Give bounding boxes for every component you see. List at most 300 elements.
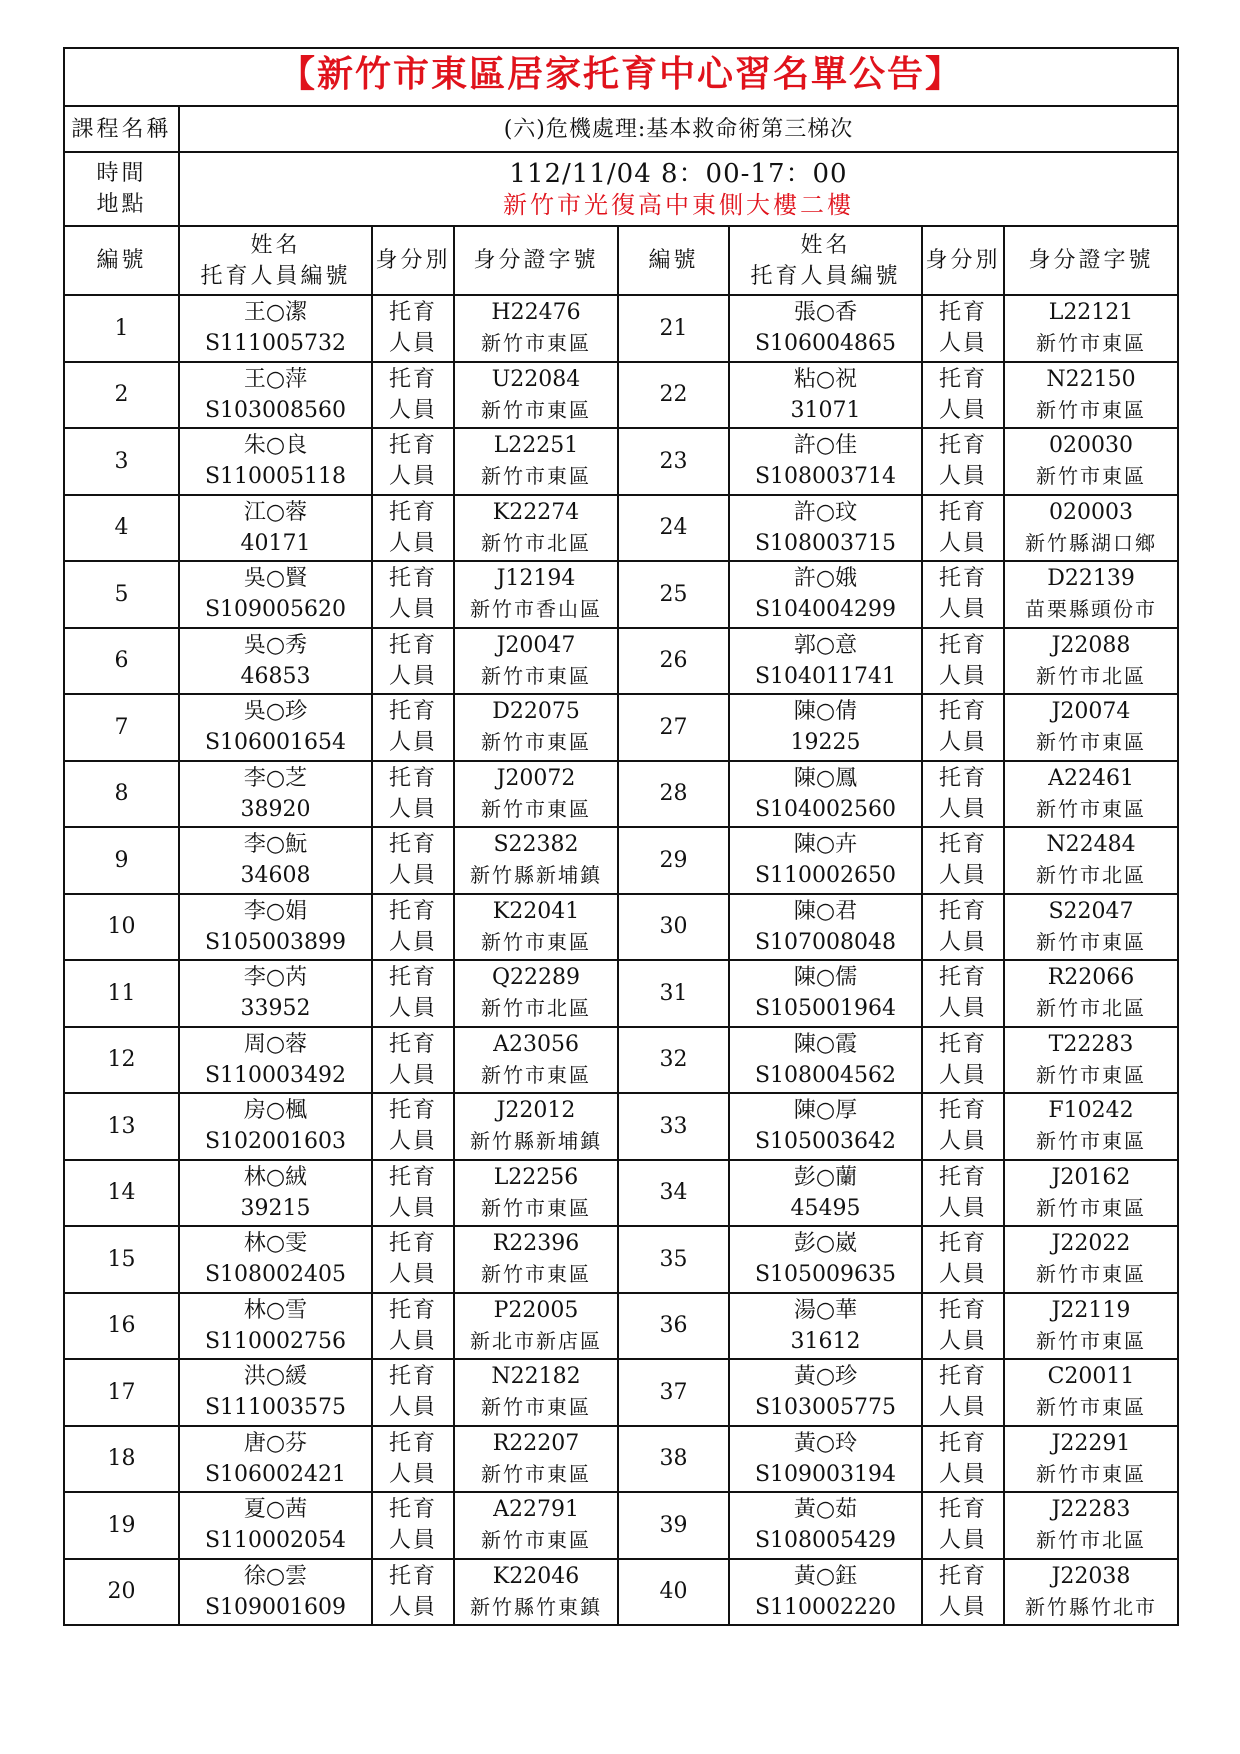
entry-name: 黃○鈺 [793,1563,858,1589]
entry-id: A22791 [493,1497,579,1523]
entry-id-cell [454,495,618,562]
header-name-line2: 托育人員編號 [750,263,901,289]
entry-code: S105003642 [754,1129,897,1155]
header-id: 身分證字號 [454,226,618,295]
entry-area: 新竹市東區 [481,663,591,688]
entry-name-cell [179,1426,372,1493]
entry-id: S22382 [493,832,579,858]
entry-id: J22283 [1051,1497,1131,1523]
entry-name-cell [729,1293,922,1360]
entry-id-cell [1004,827,1178,894]
entry-id-cell [1004,894,1178,961]
entry-status-line2: 人員 [388,1528,437,1554]
entry-name: 張○香 [793,300,858,326]
entry-name: 許○玟 [793,499,858,525]
entry-id: 020030 [1049,433,1133,459]
entry-status-line1: 托育 [938,632,987,658]
entry-status-cell [372,561,454,628]
entry-status-line2: 人員 [388,1594,437,1620]
entry-status-line1: 托育 [938,898,987,924]
entry-number: 32 [618,1027,729,1094]
entry-status-cell [372,761,454,828]
entry-area: 新竹市東區 [481,1395,591,1420]
table-row [64,1359,1178,1426]
entry-status-cell [372,428,454,495]
entry-id-cell [1004,1359,1178,1426]
entry-name: 陳○儒 [793,965,858,991]
entry-id-cell [1004,628,1178,695]
entry-name: 黃○玲 [793,1430,858,1456]
entry-code: S110002756 [204,1328,347,1354]
entry-status-line2: 人員 [388,464,437,490]
entry-id: K22274 [492,499,580,525]
entry-name-cell [179,1293,372,1360]
entry-id: J20072 [496,765,576,791]
entry-id-cell [1004,1492,1178,1559]
entry-number: 12 [64,1027,179,1094]
entry-number: 27 [618,694,729,761]
entry-code: S106004865 [754,331,897,357]
entry-id-cell [454,1093,618,1160]
entry-name-cell [179,1559,372,1626]
entry-id: K22041 [492,898,580,924]
entry-status-line1: 托育 [938,1430,987,1456]
entry-code: 39215 [240,1195,311,1221]
entry-name-cell [729,761,922,828]
entry-area: 新竹市香山區 [470,597,602,622]
entry-status-line1: 托育 [938,433,987,459]
entry-status-line1: 托育 [938,1364,987,1390]
table-row [64,894,1178,961]
header-status: 身分別 [922,226,1004,295]
entry-status-line1: 托育 [388,499,437,525]
entry-id-cell [454,894,618,961]
entry-name: 郭○意 [793,632,858,658]
entry-id: T22283 [1048,1031,1134,1057]
entry-id: J22038 [1051,1563,1131,1589]
table-row [64,1093,1178,1160]
entry-name: 黃○茹 [793,1497,858,1523]
entry-name: 陳○倩 [793,699,858,725]
entry-id-cell [454,1359,618,1426]
entry-id-cell [454,1226,618,1293]
entry-status-line2: 人員 [938,929,987,955]
schedule-label [64,152,179,226]
entry-status-line2: 人員 [388,597,437,623]
entry-area: 新竹市北區 [1036,863,1146,888]
table-row [64,1027,1178,1094]
entry-status-cell [922,295,1004,362]
entry-id: D22075 [492,699,580,725]
entry-name: 陳○卉 [793,832,858,858]
entry-code: S109005620 [204,597,347,623]
entry-status-line1: 托育 [388,566,437,592]
entry-area: 新竹市東區 [481,464,591,489]
entry-id: L22121 [1048,300,1134,326]
entry-status-line1: 托育 [388,1164,437,1190]
entry-status-line1: 托育 [388,632,437,658]
entry-name-cell [729,1426,922,1493]
entry-status-line2: 人員 [388,730,437,756]
entry-area: 新竹市北區 [481,530,591,555]
entry-number: 4 [64,495,179,562]
entry-status-line1: 托育 [388,433,437,459]
entry-area: 新竹市東區 [1036,1262,1146,1287]
entry-area: 新竹市東區 [1036,1062,1146,1087]
entry-name-cell [729,1559,922,1626]
roster-table [63,47,1179,1626]
entry-code: S106002421 [204,1461,347,1487]
entry-id-cell [1004,761,1178,828]
course-value: (六)危機處理:基本救命術第三梯次 [179,106,1178,152]
entry-number: 16 [64,1293,179,1360]
entry-name: 江○蓉 [243,499,308,525]
entry-status-cell [922,1027,1004,1094]
entry-id: J22291 [1051,1430,1131,1456]
entry-status-cell [922,1359,1004,1426]
entry-status-line1: 托育 [938,1098,987,1124]
entry-code: 31612 [790,1328,861,1354]
entry-status-line2: 人員 [388,1395,437,1421]
entry-status-line2: 人員 [938,1129,987,1155]
entry-area: 新竹市東區 [481,1062,591,1087]
entry-number: 38 [618,1426,729,1493]
time-label: 時間 [96,161,147,186]
course-label: 課程名稱 [64,106,179,152]
entry-status-line1: 托育 [938,566,987,592]
entry-name-cell [729,495,922,562]
entry-area: 新竹市東區 [481,1461,591,1486]
entry-name: 李○娟 [243,898,308,924]
table-row [64,428,1178,495]
entry-status-line2: 人員 [938,597,987,623]
entry-status-cell [372,1027,454,1094]
entry-name-cell [179,561,372,628]
entry-id: A23056 [493,1031,579,1057]
entry-id: J20047 [496,632,576,658]
entry-number: 36 [618,1293,729,1360]
entry-name-cell [729,827,922,894]
entry-name: 房○楓 [243,1098,308,1124]
entry-name: 唐○芬 [243,1430,308,1456]
entry-code: 31071 [790,397,861,423]
time-value: 112/11/04 8：00-17：00 [509,158,848,189]
entry-status-line2: 人員 [938,331,987,357]
entry-id-cell [1004,1027,1178,1094]
entry-status-line2: 人員 [938,1461,987,1487]
entry-status-line2: 人員 [938,530,987,556]
entry-id: J22119 [1051,1297,1131,1323]
entry-name: 朱○良 [243,433,308,459]
entry-status-line2: 人員 [388,1262,437,1288]
entry-name-cell [179,362,372,429]
entry-status-line1: 托育 [388,1297,437,1323]
entry-number: 25 [618,561,729,628]
entry-status-cell [372,295,454,362]
table-row [64,1226,1178,1293]
entry-status-line1: 托育 [938,965,987,991]
entry-code: S105001964 [754,996,897,1022]
entry-name: 黃○珍 [793,1364,858,1390]
entry-id: J22088 [1051,632,1131,658]
entry-number: 14 [64,1160,179,1227]
entry-status-line1: 托育 [388,1098,437,1124]
entry-area: 新竹市東區 [1036,1129,1146,1154]
entry-status-line2: 人員 [388,1062,437,1088]
schedule-row [64,152,1178,226]
entry-status-line2: 人員 [938,1195,987,1221]
entry-name: 王○潔 [243,300,308,326]
entry-status-cell [922,1559,1004,1626]
entry-status-cell [372,894,454,961]
entry-name-cell [179,960,372,1027]
entry-name-cell [729,1359,922,1426]
entry-status-line1: 托育 [388,1364,437,1390]
entry-id: N22484 [1046,832,1136,858]
entry-area: 新竹市東區 [481,796,591,821]
table-row [64,1559,1178,1626]
entry-id-cell [454,561,618,628]
entry-status-line2: 人員 [938,996,987,1022]
entry-status-line1: 托育 [938,765,987,791]
entry-code: S108002405 [204,1262,347,1288]
entry-id-cell [1004,495,1178,562]
entry-number: 37 [618,1359,729,1426]
entry-id-cell [454,827,618,894]
entry-code: S108003714 [754,464,897,490]
entry-area: 新竹市北區 [481,996,591,1021]
entry-name-cell [729,561,922,628]
entry-status-cell [372,827,454,894]
table-row [64,1293,1178,1360]
entry-name-cell [179,428,372,495]
entry-id-cell [1004,1160,1178,1227]
entry-area: 新竹縣竹東鎮 [470,1594,602,1619]
entry-number: 29 [618,827,729,894]
entry-name: 李○芮 [243,965,308,991]
entry-id-cell [1004,1426,1178,1493]
entry-area: 新竹市東區 [1036,464,1146,489]
column-header-row [64,226,1178,295]
entry-status-line1: 托育 [388,965,437,991]
entry-status-line1: 托育 [938,1563,987,1589]
entry-status-line2: 人員 [938,663,987,689]
entry-code: S104004299 [754,597,897,623]
entry-name-cell [179,1226,372,1293]
entry-number: 5 [64,561,179,628]
entry-name-cell [729,1160,922,1227]
entry-code: S103008560 [204,397,347,423]
entry-status-line2: 人員 [938,730,987,756]
course-row [64,106,1178,152]
entry-status-cell [372,1359,454,1426]
entry-number: 40 [618,1559,729,1626]
entry-name-cell [179,1093,372,1160]
entry-status-cell [372,1559,454,1626]
entry-status-line1: 托育 [938,1231,987,1257]
entry-number: 11 [64,960,179,1027]
entry-name-cell [179,628,372,695]
entry-name: 吳○賢 [243,566,308,592]
entry-id: J12194 [496,566,576,592]
entry-id: R22207 [492,1430,580,1456]
entry-status-cell [372,694,454,761]
entry-name-cell [729,628,922,695]
entry-area: 新竹市東區 [1036,1461,1146,1486]
entry-status-line1: 托育 [938,300,987,326]
header-name [179,226,372,295]
entry-name: 彭○蘭 [793,1164,858,1190]
entry-number: 24 [618,495,729,562]
entry-id: J20162 [1051,1164,1131,1190]
entry-id: Q22289 [491,965,581,991]
entry-status-line1: 托育 [388,1231,437,1257]
entry-area: 新竹市東區 [481,331,591,356]
entry-name: 陳○鳳 [793,765,858,791]
entry-code: S103005775 [754,1395,897,1421]
entry-number: 6 [64,628,179,695]
entry-name: 陳○君 [793,898,858,924]
header-name-line2: 托育人員編號 [200,263,351,289]
entry-number: 17 [64,1359,179,1426]
entry-status-line1: 托育 [388,1031,437,1057]
entry-id-cell [454,628,618,695]
entry-status-line1: 托育 [388,366,437,392]
entry-id: R22066 [1047,965,1135,991]
entry-status-line2: 人員 [388,929,437,955]
header-id: 身分證字號 [1004,226,1178,295]
table-row [64,694,1178,761]
entry-code: S105009635 [754,1262,897,1288]
entry-id-cell [454,761,618,828]
entry-status-line1: 托育 [938,499,987,525]
entry-status-line2: 人員 [938,1528,987,1554]
entry-status-line1: 托育 [388,699,437,725]
entry-code: 46853 [240,663,311,689]
entry-status-cell [922,1160,1004,1227]
entry-area: 新竹縣新埔鎮 [470,1129,602,1154]
entry-status-line2: 人員 [388,530,437,556]
entry-status-line1: 托育 [938,1497,987,1523]
entry-status-line2: 人員 [388,863,437,889]
entry-number: 21 [618,295,729,362]
entry-status-cell [372,628,454,695]
entry-id-cell [454,1559,618,1626]
entry-code: S108005429 [754,1528,897,1554]
header-number: 編號 [618,226,729,295]
entry-status-line1: 托育 [388,765,437,791]
entry-code: S110002650 [754,863,897,889]
entry-code: S109003194 [754,1461,897,1487]
entry-area: 新竹市東區 [1036,1195,1146,1220]
entry-area: 新竹市東區 [1036,929,1146,954]
entry-status-line1: 托育 [938,832,987,858]
entry-number: 28 [618,761,729,828]
entry-name: 陳○厚 [793,1098,858,1124]
entry-name: 粘○祝 [793,366,858,392]
entry-area: 新竹縣竹北市 [1025,1594,1157,1619]
entry-status-cell [372,495,454,562]
entry-area: 新竹市東區 [1036,1328,1146,1353]
entry-status-line2: 人員 [938,1062,987,1088]
entry-number: 33 [618,1093,729,1160]
entry-id-cell [454,1027,618,1094]
schedule-value [179,152,1178,226]
entry-number: 23 [618,428,729,495]
entry-name-cell [729,295,922,362]
entry-area: 新竹市北區 [1036,1528,1146,1553]
entry-id-cell [1004,1226,1178,1293]
entry-name-cell [179,1492,372,1559]
table-row [64,827,1178,894]
entry-id: R22396 [492,1231,580,1257]
entry-code: S107008048 [754,929,897,955]
entry-name: 彭○崴 [793,1231,858,1257]
entry-number: 2 [64,362,179,429]
entry-status-line2: 人員 [388,796,437,822]
entry-code: 40171 [240,530,311,556]
entry-name-cell [729,694,922,761]
entry-number: 19 [64,1492,179,1559]
entry-status-cell [922,1226,1004,1293]
entry-name: 周○蓉 [243,1031,308,1057]
entry-number: 13 [64,1093,179,1160]
entry-name: 許○娥 [793,566,858,592]
table-row [64,362,1178,429]
entry-status-line2: 人員 [388,1195,437,1221]
entry-id: H22476 [491,300,581,326]
entry-area: 新北市新店區 [470,1328,602,1353]
entry-status-cell [372,362,454,429]
entry-status-line2: 人員 [938,796,987,822]
place-value: 新竹市光復高中東側大樓二樓 [503,190,854,219]
entry-number: 20 [64,1559,179,1626]
entry-area: 新竹市東區 [481,1262,591,1287]
entry-area: 新竹市東區 [1036,730,1146,755]
entry-status-cell [372,1293,454,1360]
entry-status-line2: 人員 [388,1129,437,1155]
entry-area: 新竹市東區 [481,1195,591,1220]
entry-area: 新竹縣新埔鎮 [470,863,602,888]
entry-name-cell [179,761,372,828]
entry-number: 18 [64,1426,179,1493]
entry-id-cell [454,1426,618,1493]
entry-number: 8 [64,761,179,828]
entry-area: 新竹市北區 [1036,663,1146,688]
entry-id-cell [454,1492,618,1559]
header-name-line1: 姓名 [800,232,851,258]
entry-name: 吳○珍 [243,699,308,725]
entry-status-line2: 人員 [388,663,437,689]
entry-number: 26 [618,628,729,695]
entry-name: 林○雪 [243,1297,308,1323]
entry-number: 9 [64,827,179,894]
entry-id: 020003 [1049,499,1133,525]
entry-status-cell [922,1293,1004,1360]
entry-number: 31 [618,960,729,1027]
entry-status-line2: 人員 [938,1328,987,1354]
entry-status-line1: 托育 [388,1430,437,1456]
entry-code: S110005118 [204,464,347,490]
entry-status-line1: 托育 [938,366,987,392]
page-title: 【新竹市東區居家托育中心習名單公告】 [279,53,964,95]
entry-id-cell [454,295,618,362]
entry-name-cell [179,694,372,761]
entry-name-cell [179,894,372,961]
entry-number: 22 [618,362,729,429]
entry-status-line2: 人員 [938,397,987,423]
entry-id-cell [1004,428,1178,495]
